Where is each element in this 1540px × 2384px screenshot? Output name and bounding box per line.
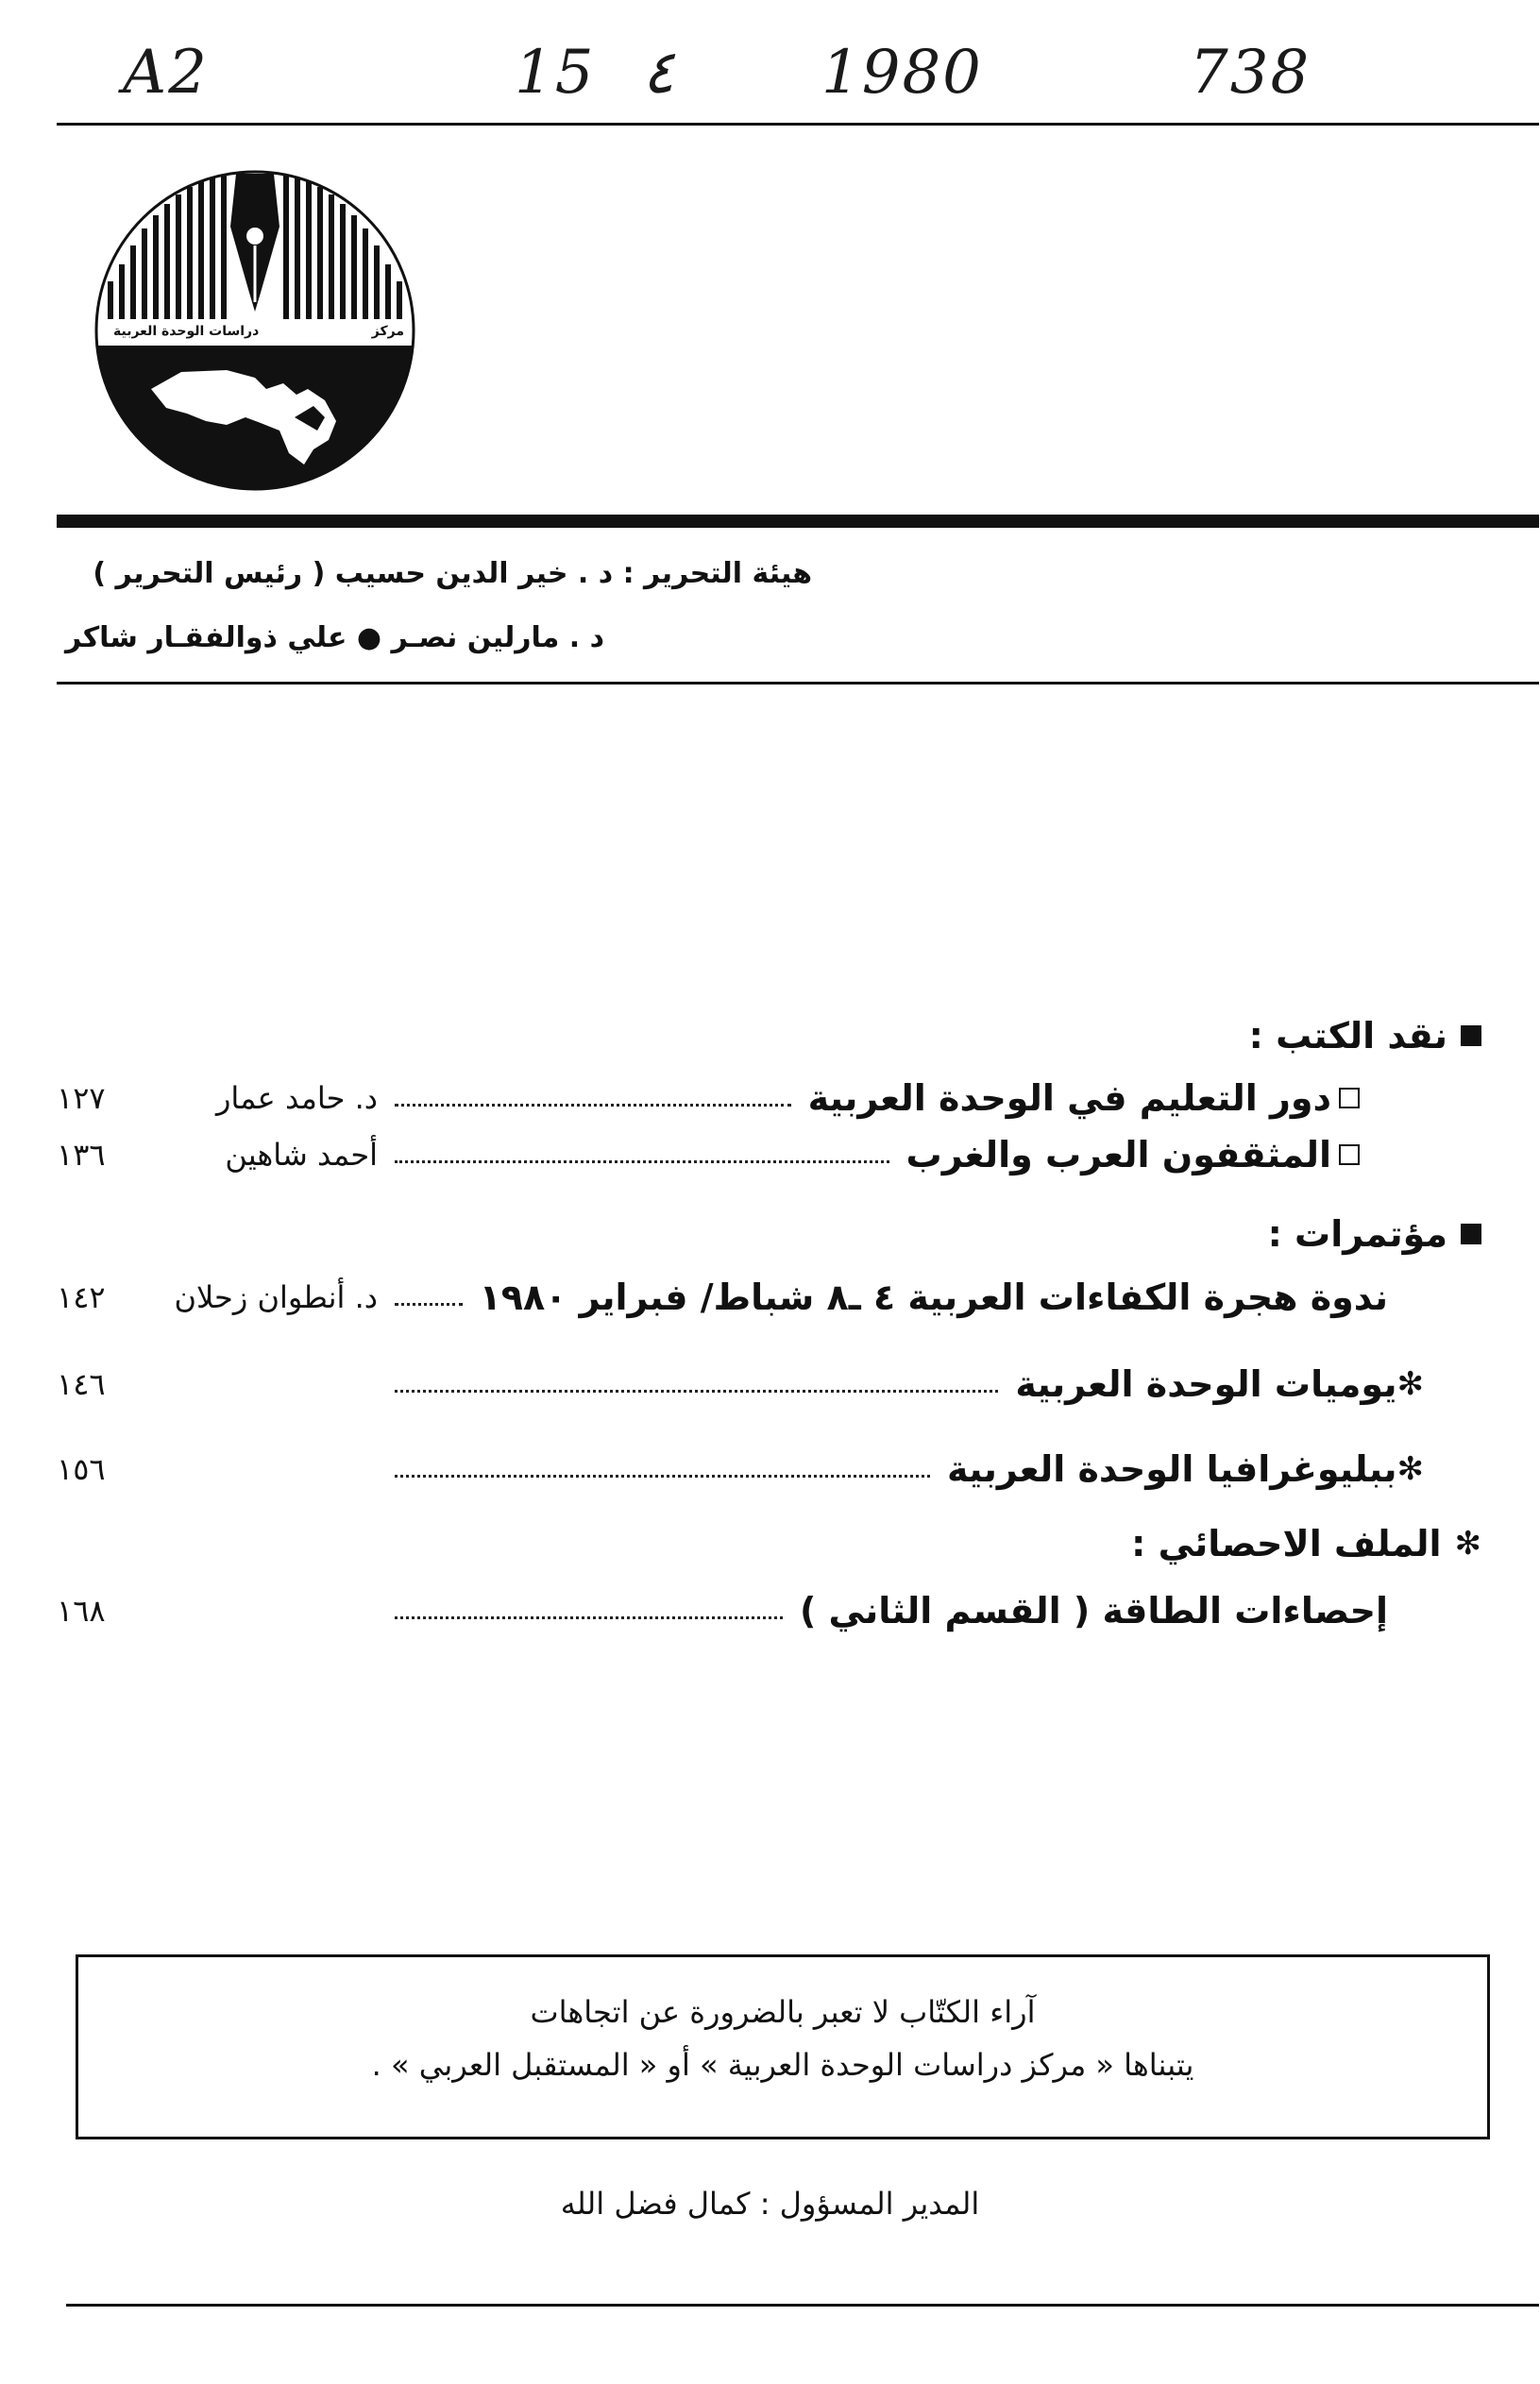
square-bullet-icon <box>1461 1025 1481 1046</box>
toc-author: د. أنطوان زحلان <box>174 1279 378 1315</box>
toc-page: ١٥٦ <box>57 1451 106 1487</box>
handwritten-ref: A2 <box>123 38 209 108</box>
leader-dots <box>395 1303 463 1306</box>
logo-caption-right: مركز <box>371 324 404 339</box>
editorial-board-line2: د . مارلين نصـر ● علي ذوالفقـار شاكر <box>65 621 604 654</box>
editorial-board-line1: هيئة التحرير : د . خير الدين حسيب ( رئيس التحرير ) <box>93 557 812 590</box>
toc-entry[interactable] <box>57 1130 1482 1179</box>
toc-author: أحمد شاهين <box>225 1137 378 1173</box>
leader-dots <box>395 1616 783 1619</box>
managing-director: المدير المسؤول : كمال فضل الله <box>560 2186 980 2222</box>
toc-page: ١٢٧ <box>57 1080 106 1116</box>
section-book-reviews-label: نقد الكتب : <box>1248 1015 1447 1057</box>
thick-rule <box>57 515 1539 528</box>
leader-dots <box>395 1390 998 1393</box>
toc-entry[interactable] <box>57 1273 1482 1322</box>
handwritten-month: ٤ <box>642 38 675 108</box>
bottom-rule <box>66 2304 1539 2307</box>
section-stats-file-label: الملف الاحصائي : <box>1131 1523 1442 1564</box>
toc-entry[interactable] <box>57 1586 1482 1635</box>
section-conferences <box>1268 1213 1481 1255</box>
logo-caption-main: دراسات الوحدة العربية <box>113 324 260 339</box>
handwritten-day: 15 <box>515 38 596 108</box>
section-conferences-label: مؤتمرات : <box>1267 1213 1447 1255</box>
open-square-bullet-icon <box>1339 1088 1360 1108</box>
disclaimer-line1: آراء الكتّاب لا تعبر بالضرورة عن اتجاهات <box>530 1994 1036 2030</box>
leader-dots <box>395 1160 889 1163</box>
center-logo <box>94 170 415 491</box>
toc-title: ببليوغرافيا الوحدة العربية <box>947 1448 1397 1490</box>
toc-title: يوميات الوحدة العربية <box>1015 1363 1397 1405</box>
asterisk-bullet-icon: ✻ <box>1396 1450 1424 1488</box>
handwritten-year: 1980 <box>821 38 983 108</box>
leader-dots <box>395 1104 791 1107</box>
editorial-rule <box>57 682 1539 685</box>
toc-entry[interactable] <box>57 1074 1482 1123</box>
handwritten-number: 738 <box>1190 38 1312 108</box>
square-bullet-icon <box>1461 1224 1481 1244</box>
toc-entry[interactable] <box>57 1445 1482 1494</box>
asterisk-bullet-icon: ✻ <box>1454 1525 1481 1563</box>
top-rule <box>57 123 1539 126</box>
toc-entry[interactable] <box>57 1360 1482 1409</box>
toc-title: المثقفون العرب والغرب <box>905 1134 1331 1175</box>
toc-page: ١٦٨ <box>57 1593 106 1629</box>
open-square-bullet-icon <box>1339 1144 1360 1165</box>
toc-page: ١٤٢ <box>57 1279 106 1315</box>
disclaimer-line2: يتبناها « مركز دراسات الوحدة العربية » أو « المستقبل العربي » . <box>371 2047 1194 2083</box>
asterisk-bullet-icon: ✻ <box>1396 1365 1424 1403</box>
leader-dots <box>395 1475 930 1478</box>
toc-title: إحصاءات الطاقة ( القسم الثاني ) <box>799 1590 1388 1632</box>
disclaimer-box <box>76 1954 1490 2139</box>
toc-title: ندوة هجرة الكفاءات العربية ٤ ـ٨ شباط/ فبراير ١٩٨٠ <box>479 1277 1388 1318</box>
toc-page: ١٣٦ <box>57 1137 106 1173</box>
section-stats-file <box>1131 1523 1481 1564</box>
section-book-reviews <box>1249 1015 1481 1057</box>
toc-title: دور التعليم في الوحدة العربية <box>807 1077 1331 1119</box>
toc-author: د. حامد عمار <box>215 1080 378 1116</box>
toc-page: ١٤٦ <box>57 1366 106 1402</box>
